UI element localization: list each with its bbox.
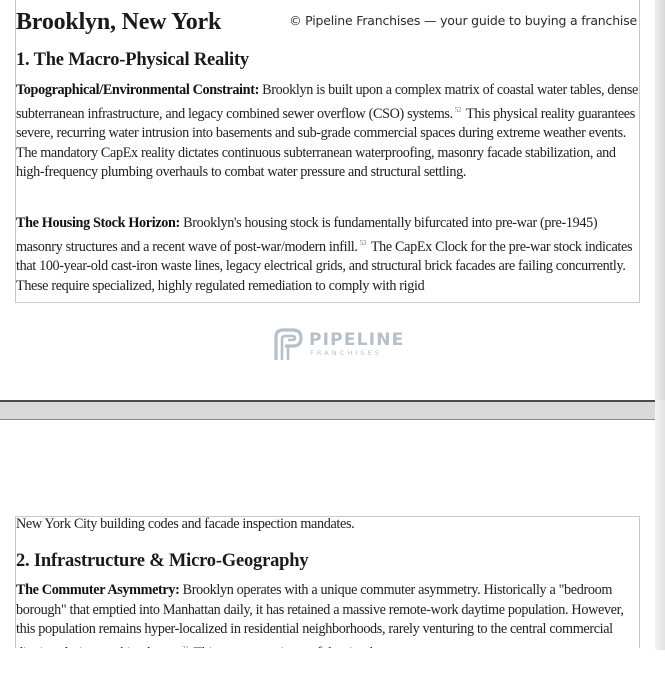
section-heading-macro-physical: 1. The Macro-Physical Reality: [16, 50, 249, 70]
paragraph-continuation: New York City building codes and facade inspection mandates.: [16, 516, 355, 532]
paragraph-label: The Commuter Asymmetry:: [16, 582, 180, 598]
paragraph-text: Brooklyn is built upon a complex matrix of coastal water tables, dense subterranean infrastructure, and legacy combined sewer overflow (CSO) systems.: [16, 82, 638, 122]
paragraph-text: Brooklyn operates with a unique commuter asymmetry. Historically a "bedroom borough" that emptied into Manhattan daily, it has retained a massive remote-work daytime population. However, this population remains hyper-localized in residential neighborhoods, rarely venturing to the central commercial: [16, 582, 624, 637]
scrollbar-thumb[interactable]: [655, 0, 665, 400]
viewer-bottom-margin: [0, 648, 665, 690]
pipeline-logo-icon: [273, 327, 305, 361]
paragraph-text: Brooklyn's housing stock is fundamentally bifurcated into pre-war (pre-1945) masonry structures and a recent wave of post-war/modern infill.: [16, 215, 598, 255]
section-heading-infrastructure: 2. Infrastructure & Micro-Geography: [16, 551, 309, 571]
vertical-scrollbar[interactable]: [655, 0, 665, 650]
paragraph-text: The CapEx Clock for the pre-war stock indicates that 100-year-old cast-iron waste lines, legacy electrical grids, and structural brick facades are failing concurrently. These require specialized, highly regulated remediation to comply with rigid: [16, 238, 633, 294]
paragraph-housing-stock: [16, 214, 642, 296]
paragraph-label: The Housing Stock Horizon:: [16, 215, 180, 231]
watermark-text: © Pipeline Franchises — your guide to buying a franchise: [289, 13, 637, 28]
paragraph-label: Topographical/Environmental Constraint:: [16, 82, 259, 98]
logo-subtitle: FRANCHISES: [310, 349, 383, 357]
logo-wordmark: PIPELINE: [309, 330, 405, 350]
footnote-ref[interactable]: 53: [359, 238, 366, 247]
page-separator: [0, 400, 665, 420]
footnote-ref[interactable]: 52: [454, 105, 462, 114]
paragraph-text: This physical reality guarantees severe, recurring water intrusion into basements and sub-grade commercial spaces during extreme weather events. The mandatory CapEx reality dictates continuous subterranean waterproofing, masonry facade stabilization, and high-frequency plumbing overhauls to combat water pressure and structural settling.: [16, 105, 635, 180]
pipeline-logo: [273, 327, 403, 363]
document-title: Brooklyn, New York: [16, 9, 222, 35]
